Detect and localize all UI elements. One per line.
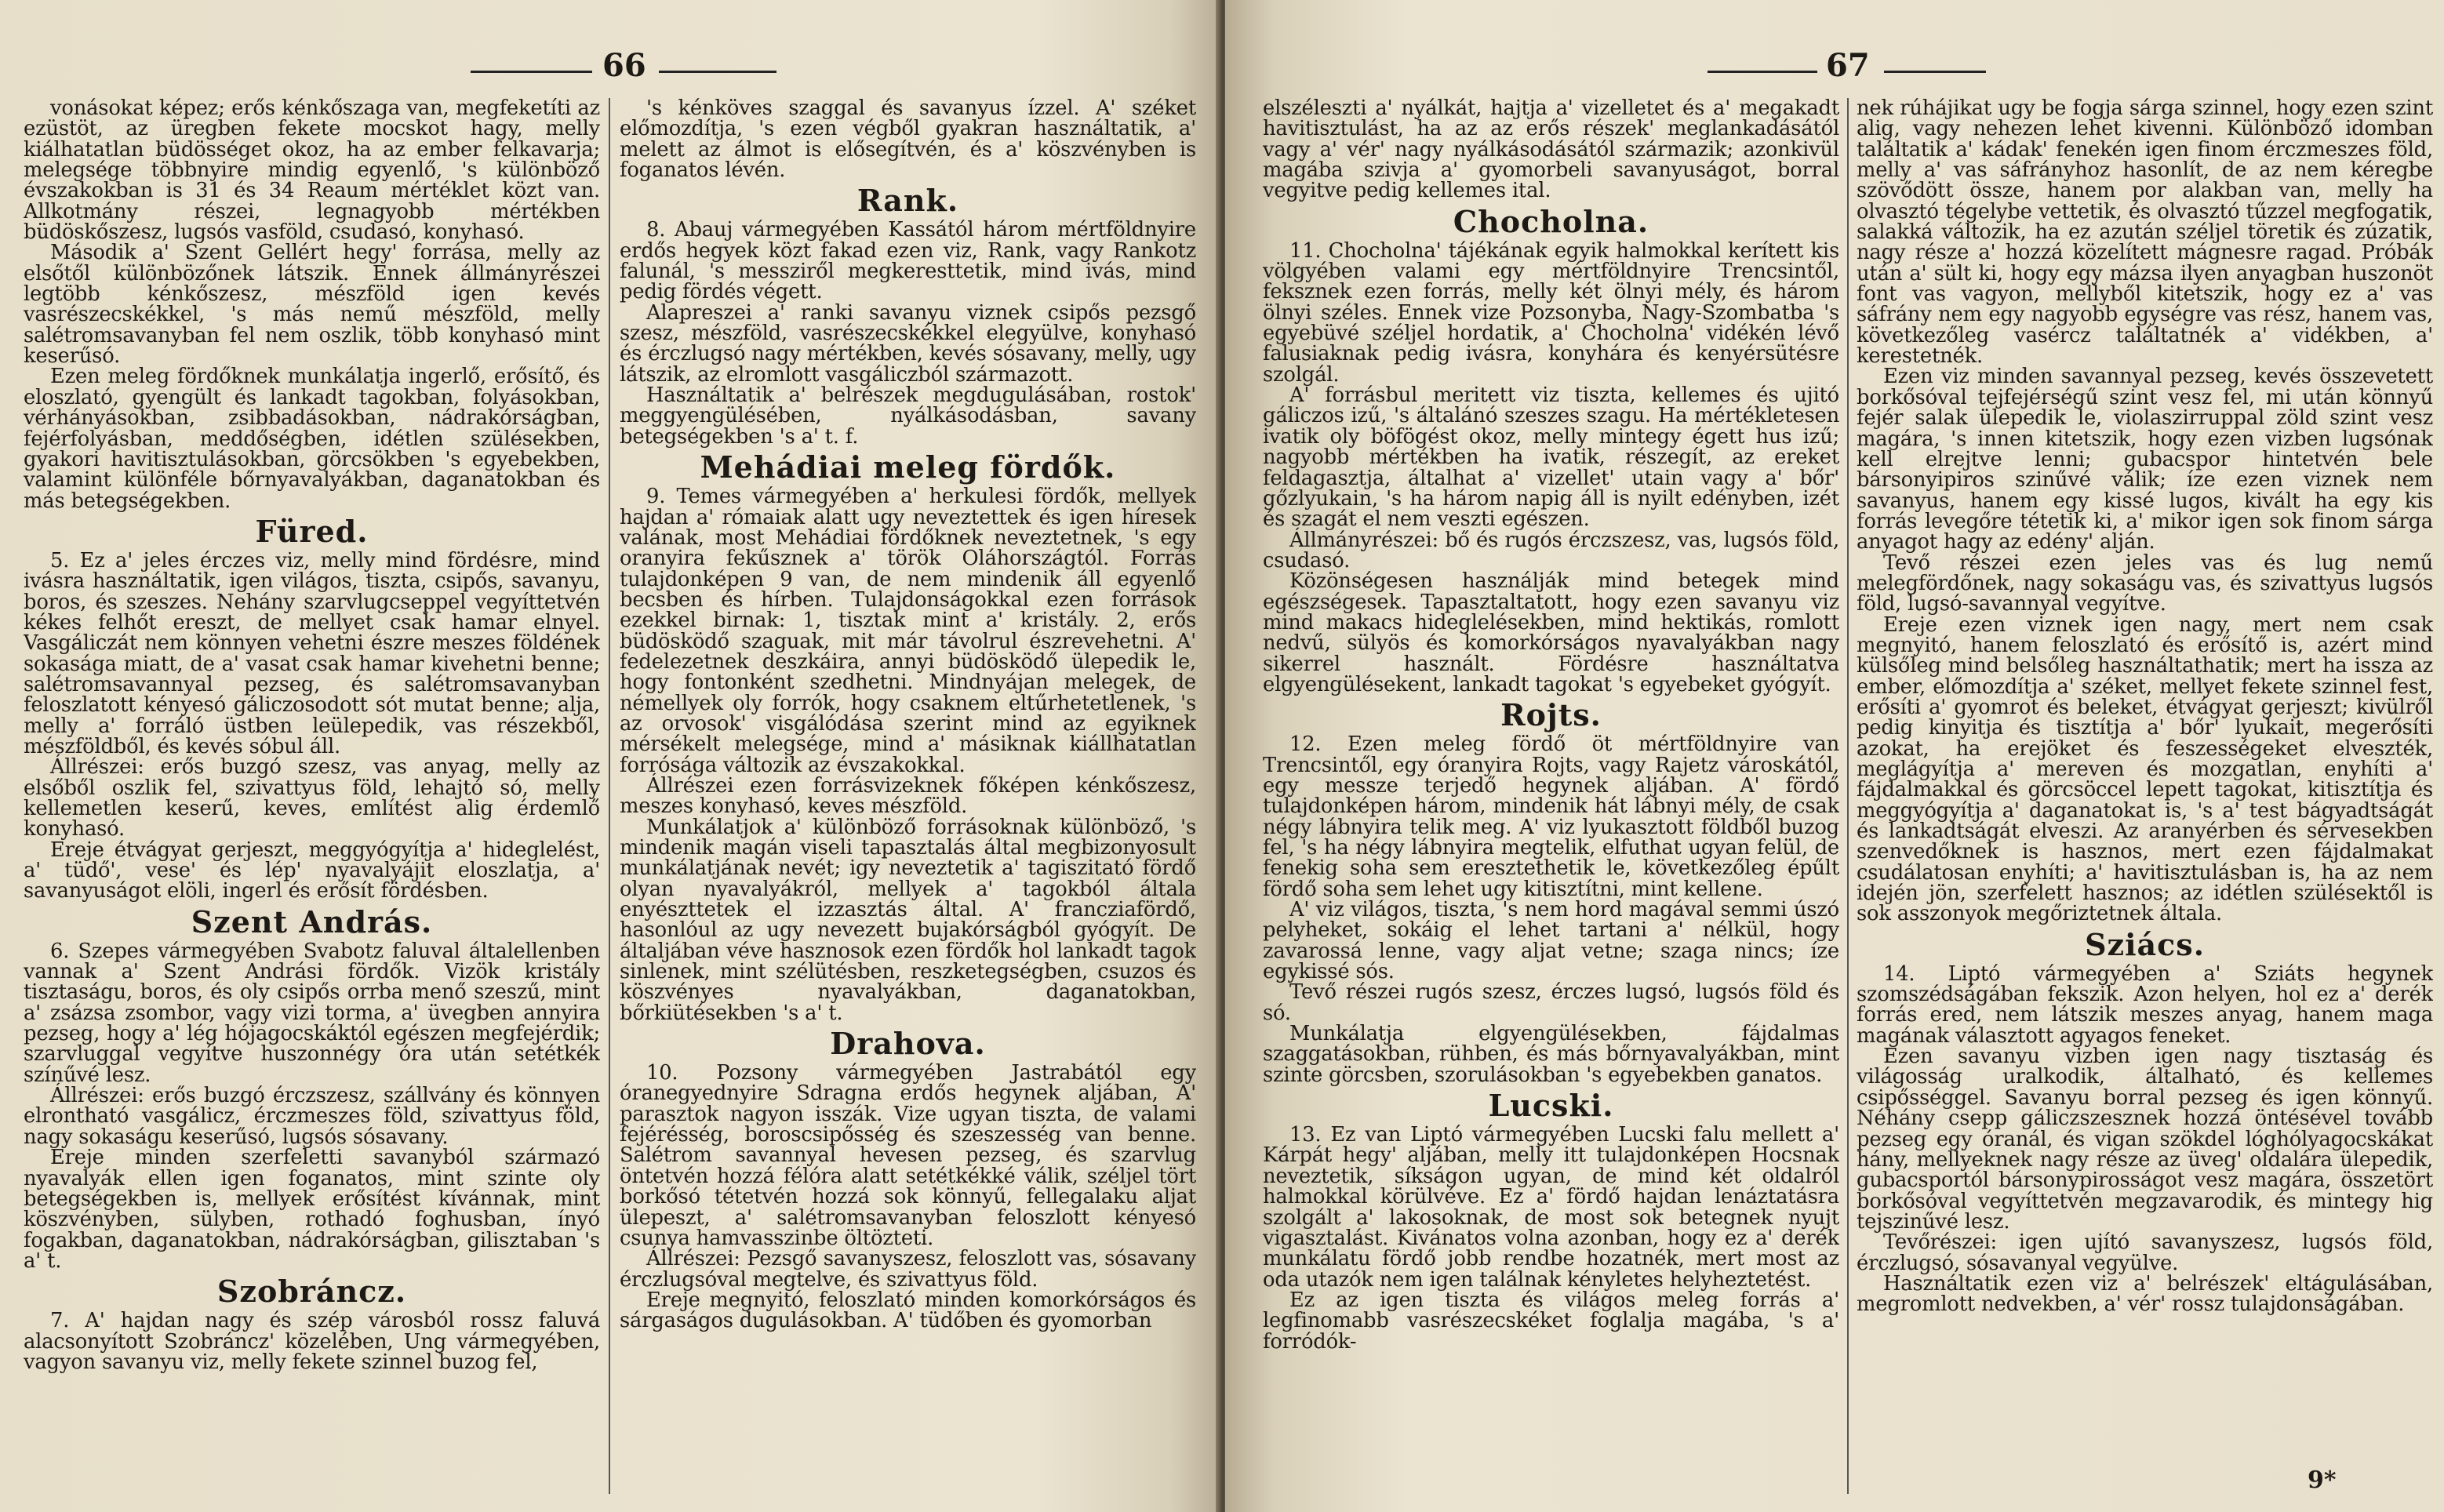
paragraph: 's kénköves szaggal és savanyus ízzel. A' széket előmozdítja, 's ezen végből gyakran használtatik, a' melett az álmot is elősegítvén, és a' köszvényben is foganatos lévén. bbox=[620, 98, 1196, 183]
paragraph: Állrészei: Pezsgő savanyszesz, feloszlott vas, sósavany érczlugsóval megtelve, és szivattyus föld. bbox=[620, 1247, 1196, 1292]
paragraph: Tevő részei ezen jeles vas és lug nemű melegfördőnek, nagy sokaságu vas, és szivattyus lugsós föld, lugsó-savannyal vegyítve. bbox=[1857, 551, 2433, 616]
signature-mark: 9* bbox=[2308, 1467, 2337, 1494]
paragraph: Második a' Szent Gellért hegy' forrása, melly az elsőtől különbözőnek látszik. Ennek állmányrészei legtöbb kénkőszesz, mészföld igen kevés vasrészecskékkel, 's más nemű mészföld, melly salétromsavanyban fel nem oszlik, több konyhasó mint keserűsó. bbox=[24, 241, 600, 369]
paragraph: 5. Ez a' jeles érczes viz, melly mind fördésre, mind ivásra használtatik, igen világos, tiszta, csipős, savanyu, boros, és szeszes. Nehány szarvlugcseppel vegyíttetvén kékes felhőt ereszt, de mellyet csak hamar elnyel. Vasgáliczát nem könnyen vehetni észre meszes földének sokasága miatt, de a' vasat csak hamar kivehetni benne; salétromsavannyal pezseg, és salétromsavanyban feloszlatott kényesó gáliczosodott sót mutat benne; alja, melly a' forráló üstben leülepedik, vas részekből, mészföldből, és kevés sóbul áll. bbox=[24, 548, 600, 758]
right-page bbox=[1225, 0, 2444, 1512]
page-number: 67 bbox=[1826, 47, 1870, 84]
page-number: 66 bbox=[602, 47, 646, 84]
header-rule-right bbox=[659, 71, 776, 73]
left-page bbox=[0, 0, 1220, 1512]
section-heading: Szent András. bbox=[191, 903, 433, 940]
column-divider bbox=[609, 98, 610, 1494]
text-column-right bbox=[1857, 98, 2433, 1502]
paragraph: Használtatik a' belrészek megdugulásában, rostok' meggyengülésében, nyálkásodásban, savany betegségekben 's a' t. f. bbox=[620, 383, 1196, 449]
paragraph: Állrészei: erős buzgó szesz, vas anyag, melly az elsőből oszlik fel, szivattyus föld, lehajtó só, melly kellemetlen keserű, keves, említést alig érdemlő konyhasó. bbox=[24, 755, 600, 841]
paragraph: Ereje ezen viznek igen nagy, mert nem csak megnyitó, hanem feloszlató és erősítő is, azért mind külsőleg mind belsőleg használtathatik; mert ha issza az ember, előmozdítja a' széket, mellyet fekete szinnel fest, erősíti a' gyomrot és beleket, étvágyat gerjeszt; kivülről pedig kinyitja és tisztítja a' bőr' lyukait, megerősíti azokat, ha erejöket és feszességeket elveszték, meglágyítja a' mereven és mozgatlan, enyhíti a' fájdalmakkal és görcsöccel lepett tagokat, kitisztítja és meggyógyítja a' daganatokat is, 's a' test bágyadtságát és lankadtságát elveszi. Az aranyérben és sérvesekben szenvedőknek is hasznos, mert ezen fájdalmakat csudálatosan enyhíti; a' havitisztulásban is, ha az nem idején jön, szerfelett hasznos; az idétlen szülésektől is sok asszonyok megőriztetnek általa. bbox=[1857, 612, 2433, 926]
paragraph: vonásokat képez; erős kénkőszaga van, megfeketíti az ezüstöt, az üregben fekete mocskot hagy, melly kiálhatatlan büdösséget okoz, ha az ember felkavarja; melegsége többnyire mindig egyenlő, 's különböző évszakokban is 31 és 34 Reaum mértéklet közt van. Allkotmány részei, legnagyobb mértékben büdöskőszesz, lugsós vasföld, csudasó, konyhasó. bbox=[24, 98, 600, 245]
paragraph: Munkálatja elgyengülésekben, fájdalmas szaggatásokban, rühben, és más bőrnyavalyákban, mint szinte görcsben, szorulásokban 's egyebekben ganatos. bbox=[1263, 1022, 1839, 1087]
paragraph: Ezen meleg fördőknek munkálatja ingerlő, erősítő, és eloszlató, gyengült és lankadt tagokban, folyásokban, vérhányásokban, zsibbadásokban, nádrakórságban, fejérfolyásban, meddőségben, idétlen szülésekben, gyakori havitisztulásokban, görcsökben 's egyebekben, valamint különféle bőrnyavalyákban, daganatokban és más betegségekben. bbox=[24, 365, 600, 513]
header-rule-left bbox=[1708, 71, 1817, 73]
header-rule-left bbox=[471, 71, 592, 73]
section-heading: Lucski. bbox=[1488, 1088, 1614, 1124]
paragraph: Ereje minden szerfeletti savanyból származó nyavalyák ellen igen foganatos, mint szinte oly betegségekben is, mellyek erősítést kívánnak, mint köszvényben, sülyben, rothadó foghusban, ínyó fogakban, daganatokban, nádrakórságban, gilisztaban 's a' t. bbox=[24, 1146, 600, 1273]
paragraph: Alapreszei a' ranki savanyu viznek csipős pezsgő szesz, mészföld, vasrészecskékkel elegyülve, konyhasó és érczlugsó nagy mértékben, kevés sósavany, melly, ugy látszik, az elromlott vasgáliczból származott. bbox=[620, 300, 1196, 387]
paragraph: 14. Liptó vármegyében a' Sziáts hegynek szomszédságában fekszik. Azon helyen, hol ez a' derék forrás ered, nem látszik meszes anyag, hanem maga magának választott agyagos feneket. bbox=[1857, 961, 2433, 1048]
paragraph: 9. Temes vármegyében a' herkulesi fördők, mellyek hajdan a' rómaiak alatt ugy neveztettek és igen híresek valának, most Mehádiai fördőknek neveztetnek, 's egy oranyira fekűsznek a' török Oláhországtól. Forrás tulajdonképen 9 van, de nem mindenik áll egyenlő becsben és hírben. Tulajdonságokkal ezen források ezekkel birnak: 1, tisztak mint a' kristály. 2, erős büdösködő szaguak, mit már távolrul észrevehetni. A' fedelezetnek deszkáira, annyi büdösködő ülepedik le, hogy fontonként szedhetni. Mindnyájan melegek, de némellyek oly forrók, hogy csaknem eltűrhetetlenek, 's az orvosok' visgálódása szerint mind az egyiknek mérsékelt melegsége, mind a' másiknak kiállhatatlan forrósága változik az évszakokkal. bbox=[620, 485, 1196, 777]
section-heading: Mehádiai meleg fördők. bbox=[700, 449, 1116, 485]
section-heading: Füred. bbox=[255, 513, 369, 549]
paragraph: Közönségesen használják mind betegek mind egészségesek. Tapasztaltatott, hogy ezen savanyu viz mind makacs hideglelésekben, mind hektikás, romlott nedvű, sülyös és komorkórságos nyavalyákban nagy sikerrel használt. Fördésre használtatva elgyengülésekent, lankadt tagokat 's egyebeket gyógyít. bbox=[1263, 569, 1839, 696]
paragraph: A' forrásbul meritett viz tiszta, kellemes és ujitó gáliczos izű, 's általánó szeszes szagu. Ha mértékletesen ivatik oly böfögést okoz, melly mintegy égett hus izű; nagyobb mértékben ha ivatik, részegít, az ereket feldagasztja, általhat a' vizellet' utain vagy a' bőr' gőzlyukain, 's ha három napig áll is nyilt edényben, izét és szagát el nem veszti egészen. bbox=[1263, 383, 1839, 532]
paragraph: 7. A' hajdan nagy és szép városból rossz faluvá alacsonyított Szobráncz' közelében, Ung vármegyében, vagyon savanyu viz, melly fekete szinnel buzog fel, bbox=[24, 1309, 600, 1374]
paragraph: Tevő részei rugós szesz, érczes lugsó, lugsós föld és só. bbox=[1263, 980, 1839, 1025]
paragraph: Tevőrészei: igen ujító savanyszesz, lugsós föld, érczlugsó, sósavanyal vegyülve. bbox=[1857, 1230, 2433, 1275]
section-heading: Rank. bbox=[856, 183, 959, 219]
paragraph: 11. Chocholna' tájékának egyik halmokkal kerített kis völgyében valami egy mértföldnyire Trencsintől, feksznek ezen forrás, melly két ölnyi mély, és három ölnyi széles. Ennek vize Pozsonyba, Nagy-Szombatba 's egyebüvé széljel hordatik, a' Chocholna' vidékén lévő falusiaknak pedig ivásra, konyhára és kenyérsütésre szolgál. bbox=[1263, 238, 1839, 387]
paragraph: 13. Ez van Liptó vármegyében Lucski falu mellett a' Kárpát hegy' aljában, melly itt tulajdonképen Hocsnak neveztetik, síkságon ugyan, de mind két oldalról halmokkal körülvéve. Ez a' fördő hajdan lenáztatásra szolgált a' lakosoknak, de most sok betegnek nyujt vigasztalást. Kivánatos volna azonban, hogy ez a' derék munkálatu fördő jobb rendbe hozatnék, mert most az oda utazók nem igen találnak kényletes helyheztetést. bbox=[1263, 1123, 1839, 1292]
section-heading: Drahova. bbox=[830, 1026, 986, 1062]
section-heading: Chocholna. bbox=[1453, 203, 1649, 239]
paragraph: 8. Abauj vármegyében Kassától három mértföldnyire erdős hegyek közt fakad ezen viz, Rank, vagy Rankotz falunál, 's messziről megkeresttetik, mind ivás, mind pedig fördés végett. bbox=[620, 218, 1196, 304]
paragraph: 6. Szepes vármegyében Svabotz faluval általellenben vannak a' Szent Andrási fördők. Vizök kristály tisztaságu, boros, és oly csipős orrba menő szeszű, mint a' zsázsa zsombor, vagy vizi torma, a' üvegben annyira pezseg, hogy a' lég hójagocskáktól egészen megfejérdik; szarvluggal vegyítve huszonnégy óra után setétkék színűvé lesz. bbox=[24, 939, 600, 1087]
paragraph: nek rúhájikat ugy be fogja sárga szinnel, hogy ezen szint alig, vagy nehezen lehet kivenni. Különböző idomban találtatik a' kádak' fenekén igen finom érczmeszes föld, melly a' vas sáfrányhoz hasonlít, de az nem kéregbe szövődött össze, hanem por alakban van, melly ha olvasztó tégelybe vettetik, és olvasztó tűzzel megfogatik, salakká változik, ha ez azután széljel töretik és zúzatik, nagy része a' hozzá közelített mágnesre ragad. Próbák után a' sült ki, hogy egy mázsa ilyen anyagban huszonöt font vas vagyon, mellyből kitetszik, hogy ez a' vas sáfrány nem egy nagyobb egységre vas rész, hanem vas, következőleg vasércz találtatnék a' vidékben, a' kerestetnék. bbox=[1857, 98, 2433, 369]
header-rule-right bbox=[1884, 71, 1986, 73]
paragraph: Ez az igen tiszta és világos meleg forrás a' legfinomabb vasrészecskéket foglalja magába, 's a' forródók- bbox=[1263, 1288, 1839, 1354]
paragraph: Ereje étvágyat gerjeszt, meggyógyítja a' hideglelést, a' tüdő', vese' és lép' nyavalyájit eloszlatja, a' savanyuságot elöli, ingerl és erősít fördésben. bbox=[24, 838, 600, 903]
section-heading: Rojts. bbox=[1500, 697, 1602, 733]
column-divider bbox=[1847, 98, 1849, 1494]
paragraph: elszéleszti a' nyálkát, hajtja a' vizelletet és a' megakadt havitisztulást, ha az az erős részek' meglankadásától vagy a' vér' nagy nyálkásodásától származik; azonkivül magába szivja a' gyomorbeli savanyuságot, borral vegyitve pedig kellemes ital. bbox=[1263, 98, 1839, 203]
paragraph: Állrészei: erős buzgó érczszesz, szállvány és könnyen elrontható vasgálicz, érczmeszes föld, szivattyus föld, nagy sokaságu keserűsó, lugsós sósavany. bbox=[24, 1084, 600, 1149]
paragraph: A' viz világos, tiszta, 's nem hord magával semmi úszó pelyheket, sokáig el lehet tartani a' nélkül, hogy zavarossá lenne, vagy aljat vetne; szaga nincs; íze egykissé sós. bbox=[1263, 898, 1839, 984]
paragraph: 12. Ezen meleg fördő öt mértföldnyire van Trencsintől, egy óranyira Rojts, vagy Rajetz városkától, egy messze terjedő hegynek aljában. A' fördő tulajdonképen három, mindenik hát lábnyi mély, de csak négy lábnyira telik meg. A' viz lyukasztott földből buzog fel, 's ha négy lábnyira megtelik, elfuthat ugyan felül, de fenekig soha sem eresztethetik le, következőleg épűlt fördő soha sem lehet ugy kitisztítni, mint kellene. bbox=[1263, 732, 1839, 901]
paragraph: Használtatik ezen viz a' belrészek' eltágulásában, megromlott nedvekben, a' vér' rossz tulajdonságában. bbox=[1857, 1271, 2433, 1317]
text-column-right bbox=[620, 98, 1196, 1502]
section-heading: Sziács. bbox=[2085, 926, 2205, 962]
paragraph: Ezen savanyu vizben igen nagy tisztaság és világosság uralkodik, általható, és kellemes csipősséggel. Savanyu borral pezseg és igen könnyű. Néhány csepp gáliczszesznek hozzá öntésével tovább pezseg egy óranál, és vigan szökdel lóghólyagocskákat hány, mellyeknek nagy része az üveg' oldalára ülepedik, gubacsportól bársonypirosságot vesz magára, összetört borkősóval vegyíttetvén megzavarodik, és mintegy hig tejszinűvé lesz. bbox=[1857, 1045, 2433, 1234]
section-heading: Szobráncz. bbox=[216, 1274, 407, 1310]
paragraph: Állmányrészei: bő és rugós érczszesz, vas, lugsós föld, csudasó. bbox=[1263, 528, 1839, 572]
paragraph: Ereje megnyitó, feloszlató minden komorkórságos és sárgaságos dugulásokban. A' tüdőben és gyomorban bbox=[620, 1288, 1196, 1333]
paragraph: 10. Pozsony vármegyében Jastrabától egy óranegyednyire Sdragna erdős hegynek aljában, A' parasztok nagyon isszák. Vize ugyan tiszta, de valami fejérésség, boroscsipősség és szeszesség van benne. Salétrom savannyal hevesen pezseg, és szarvlug öntetvén hozzá félóra alatt setétkékké válik, széljel tört borkősó tétetvén hozzá sok könnyű, fellegalaku aljat ülepeszt, a' salétromsavanyban feloszlott kényesó csunya hamvasszinbe öltözteti. bbox=[620, 1061, 1196, 1250]
text-column-left bbox=[1263, 98, 1839, 1502]
text-column-left bbox=[24, 98, 600, 1502]
paragraph: Állrészei ezen forrásvizeknek főképen kénkőszesz, meszes konyhasó, keves mészföld. bbox=[620, 773, 1196, 819]
paragraph: Ezen viz minden savannyal pezseg, kevés összevetett borkősóval tejfejérségű szint vesz fel, mi után könnyű fejér salak ülepedik le, violaszirruppal zöld szint vesz magára, 's innen kitetszik, hogy ezen vizben lugsónak kell elrejtve lenni; gubacspor hintetvén bele bársonyipiros szinűvé válik; íze ezen viznek nem savanyus, hanem egy kissé lugos, kivált ha egy kis forrás levegőre tétetik ki, a' mikor igen sok finom sárga anyagot hagy az edény' alján. bbox=[1857, 365, 2433, 554]
paragraph: Munkálatjok a' különböző forrásoknak különböző, 's mindenik magán viseli tapasztalás által megbizonyosult munkálatjának nevét; igy neveztetik a' tagiszitató fördő olyan nyavalyákról, mellyek a' tagokból általa enyészttetek el izzasztás által. A' francziafördő, hasonlóul az ugy nevezett bujakórságból gyógyít. De általjában véve hasznosok ezen fördők hol lankadt tagok sinlenek, mint szélütésben, reszketegségben, csuzos és köszvényes nyavalyákban, daganatokban, bőrkiütésekben 's a' t. bbox=[620, 815, 1196, 1025]
